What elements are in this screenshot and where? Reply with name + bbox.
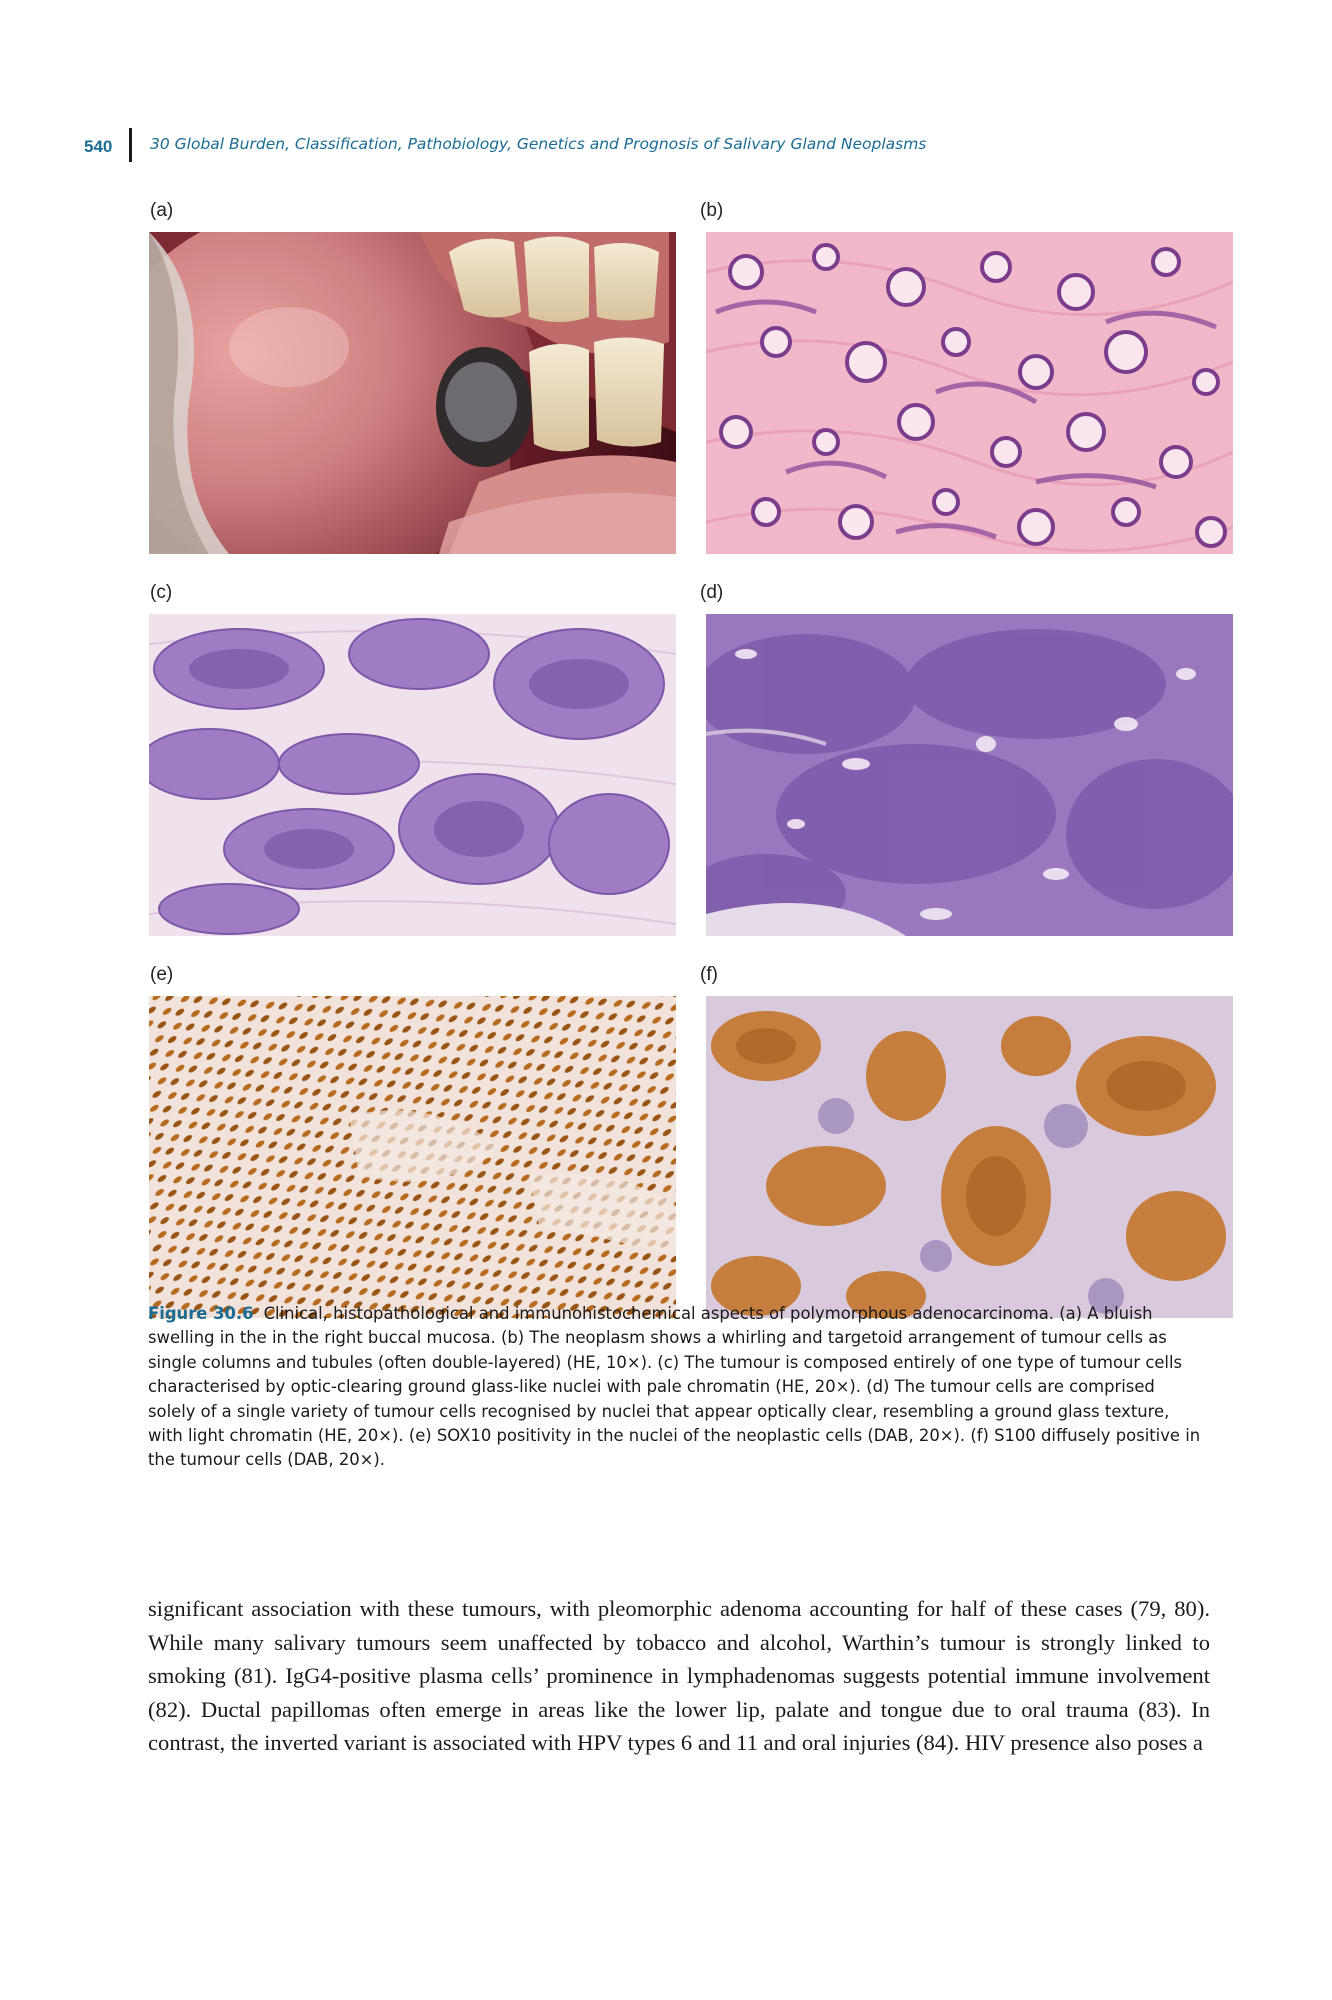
panel-e-label: (e) [150, 964, 174, 985]
page-header [84, 134, 128, 160]
header-divider [129, 128, 132, 162]
panel-e-ihc-stain [149, 996, 676, 1318]
page-number: 540 [84, 137, 113, 156]
panel-c-he-histology [149, 614, 676, 936]
panel-c-label: (c) [150, 582, 173, 603]
figure-caption-text: Clinical, histopathological and immunohistochemical aspects of polymorphous adenocarcinoma. (a) A bluish swelling in the in the right buccal mucosa. (b) The neoplasm shows a whirling and targetoid arrangement of tumour cells as single columns and tubules (often double-layered) (HE, 10×). (c) The tumour is composed entirely of one type of tumour cells characterised by optic-clearing ground glass-like nuclei with pale chromatin (HE, 20×). (d) The tumour cells are comprised solely of a single variety of tumour cells recognised by nuclei that appear optically clear, resembling a ground glass texture, with light chromatin (HE, 20×). (e) SOX10 positivity in the nuclei of the neoplastic cells (DAB, 20×). (f) S100 diffusely positive in the tumour cells (DAB, 20×). [148, 1304, 1201, 1470]
figure-caption-label: Figure 30.6 [148, 1304, 254, 1323]
panel-f-ihc-stain [706, 996, 1233, 1318]
panel-a-clinical-photo [149, 232, 676, 554]
panel-b-he-histology [706, 232, 1233, 554]
panel-d-he-histology [706, 614, 1233, 936]
figure-caption [148, 1302, 1203, 1473]
panel-a-label: (a) [150, 200, 174, 221]
running-title: 30 Global Burden, Classification, Pathobiology, Genetics and Prognosis of Salivary Gland Neoplasms [150, 135, 927, 153]
body-paragraph: significant association with these tumours, with pleomorphic adenoma accounting for half of these cases (79, 80). While many salivary tumours seem unaffected by tobacco and alcohol, Warthin’s tumour is strongly linked to smoking (81). IgG4-positive plasma cells’ prominence in lymphadenomas suggests potential immune involvement (82). Ductal papillomas often emerge in areas like the lower lip, palate and tongue due to oral trauma (83). In contrast, the inverted variant is associated with HPV types 6 and 11 and oral injuries (84). HIV presence also poses a [148, 1596, 1210, 1756]
panel-f-label: (f) [700, 964, 718, 985]
panel-d-label: (d) [700, 582, 724, 603]
panel-b-label: (b) [700, 200, 724, 221]
